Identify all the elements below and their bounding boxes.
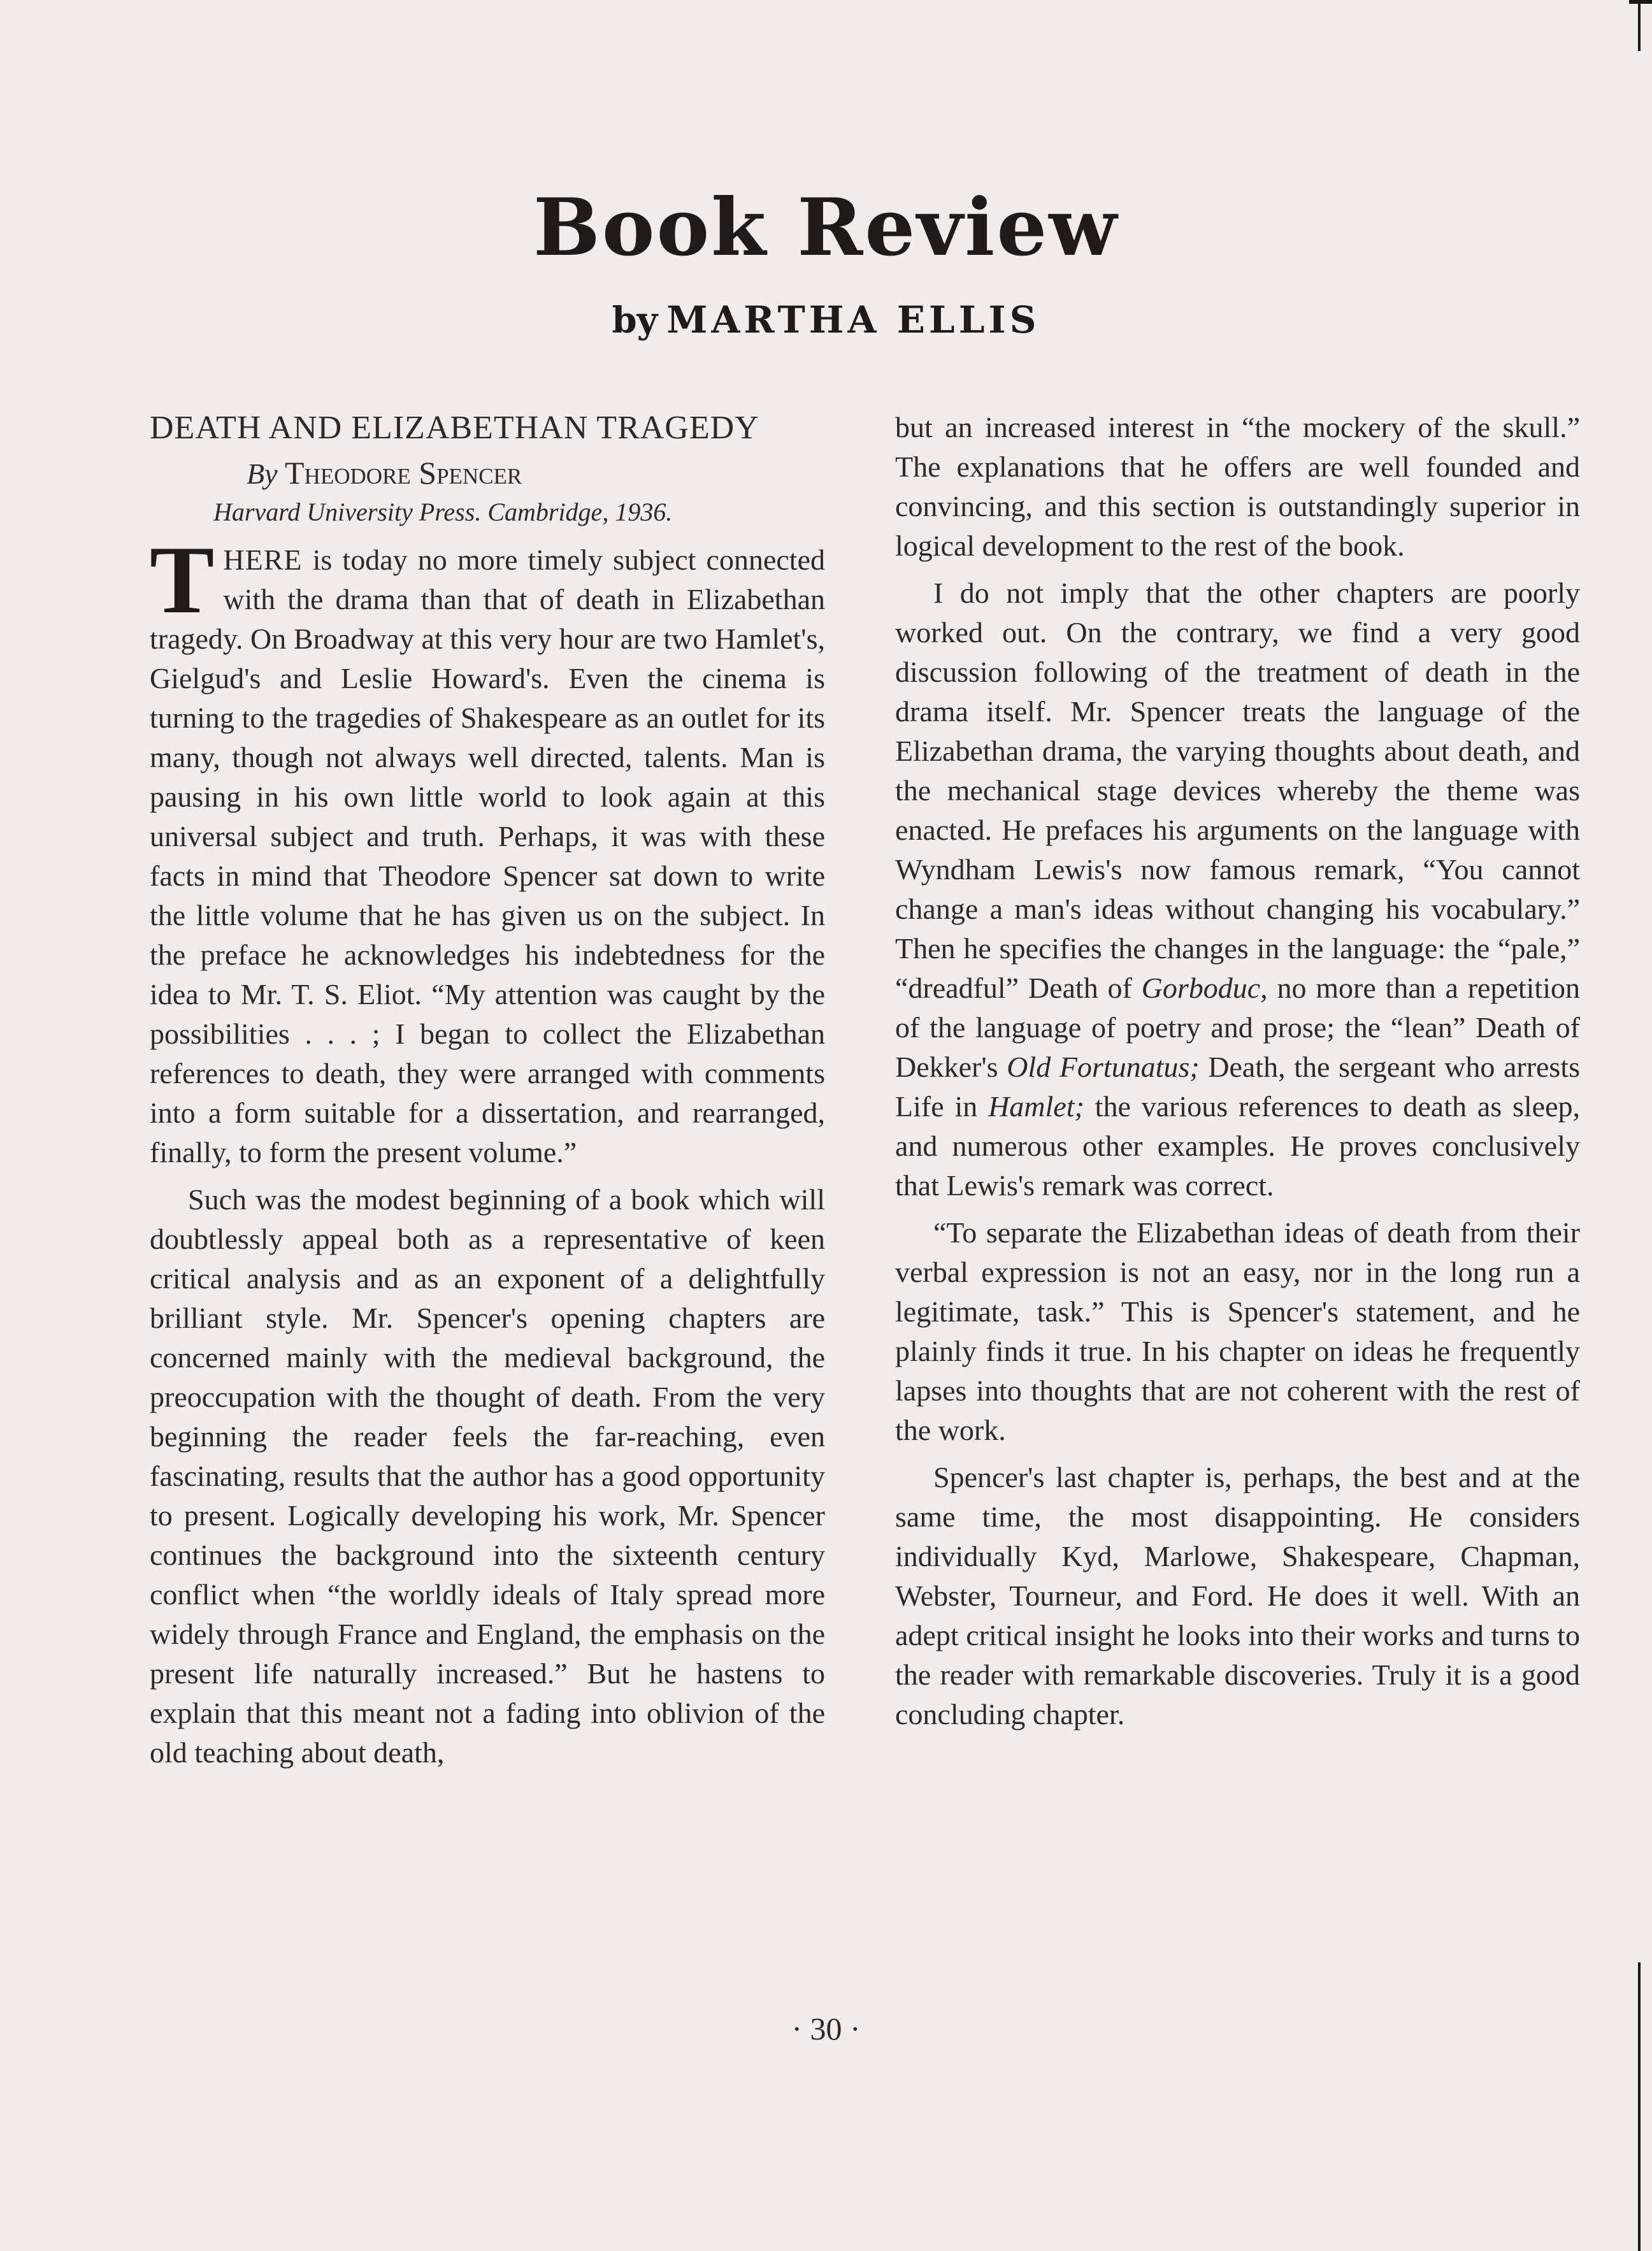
article-paragraph: Such was the modest beginning of a book which will doubtlessly appeal both as a representative of keen critical analysis and as an exponent of a delightfully brilliant style. Mr. Spencer's opening chapters are concerned mainly with the medieval background, the preoccupation with the thought of death. From the very beginning the reader feels the far-reaching, even fascinating, results that the author has a good opportunity to present. Logically developing his work, Mr. Spencer continues the background into the sixteenth century conflict when “the worldly ideals of Italy spread more widely through France and England, the emphasis on the present life naturally increased.” But he hastens to explain that this meant not a fading into oblivion of the old teaching about death, [150, 1183, 825, 1769]
drop-cap: T [150, 526, 215, 633]
book-reference: Old Fortunatus; [1007, 1051, 1200, 1083]
paragraph-text: Death, the sergeant who arrests Life in [895, 1051, 1581, 1123]
article-paragraph: Spencer's last chapter is, perhaps, the best and at the same time, the most disappointing. He considers individually Kyd, Marlowe, Shakespeare, Chapman, Webster, Tourneur, and Ford. He does it well. With an adept critical insight he looks into their works and turns to the reader with remarkable discoveries. Truly it is a good concluding chapter. [895, 1461, 1580, 1730]
left-column [150, 408, 825, 1773]
paragraph-text: is today no more timely subject connected with the drama than that of death in Elizabethan tragedy. On Broadway at this very hour are two Hamlet's, Gielgud's and Leslie Howard's. Even the cinema is turning to the tragedies of Shakespeare as an outlet for its many, though not always well directed, talents. Man is pausing in his own little world to look again at this universal subject and truth. Perhaps, it was with these facts in mind that Theodore Spencer sat down to write the little volume that he has given us on the subject. In the preface he acknowledges his indebtedness for the idea to Mr. T. S. Eliot. “My attention was caught by the possibilities . . . ; I began to collect the Elizabethan references to death, they were arranged with comments into a form suitable for a dissertation, and rearranged, finally, to form the present volume.” [150, 543, 825, 1169]
byline-prefix: by [612, 299, 658, 342]
paragraph-text: the various references to death as sleep, and numerous other examples. He proves conclusively that Lewis's remark was correct. [895, 1090, 1580, 1202]
page-number: · 30 · [791, 2011, 861, 2046]
book-author: Theodore Spencer [285, 455, 522, 491]
lead-smallcaps: HERE [223, 543, 303, 576]
byline-author: MARTHA ELLIS [666, 298, 1040, 342]
page-title: Book Review [533, 182, 1119, 274]
book-title: DEATH AND ELIZABETHAN TRAGEDY [150, 410, 759, 446]
article-paragraph: but an increased interest in “the mockery of the skull.” The explanations that he offers are well founded and convincing, and this section is outstandingly superior in logical development to the rest of the book. [895, 411, 1580, 562]
page-edge-mark [1638, 0, 1641, 51]
page-edge-top-mark [1629, 0, 1652, 4]
book-author-prefix: By [247, 457, 278, 490]
article-paragraph [895, 573, 1580, 1205]
article-paragraph: “To separate the Elizabethan ideas of death from their verbal expression is not an easy, nor in the long run a legitimate, task.” This is Spencer's statement, and he plainly finds it true. In his chapter on ideas he frequently lapses into thoughts that are not coherent with the rest of the work. [895, 1216, 1580, 1446]
book-author-line [150, 454, 825, 493]
book-reference: Gorboduc, [1141, 972, 1268, 1004]
page-edge-mark [1638, 1962, 1641, 2251]
book-publisher: Harvard University Press. Cambridge, 1936. [213, 498, 673, 526]
book-reference: Hamlet; [988, 1090, 1084, 1123]
article-paragraph [150, 526, 825, 1172]
byline [0, 298, 1652, 342]
paragraph-text: I do not imply that the other chapters are poorly worked out. On the contrary, we find a very good discussion following of the treatment of death in the drama itself. Mr. Spencer treats the language of the Elizabethan drama, the varying thoughts about death, and the mechanical stage devices whereby the theme was enacted. He prefaces his arguments on the language with Wyndham Lewis's now famous remark, “You cannot change a man's ideas without changing his vocabulary.” Then he specifies the changes in the language: the “pale,” “dreadful” Death of [895, 577, 1580, 1004]
paragraph-text: no more than a repetition of the language of poetry and prose; the “lean” Death of Dekker's [895, 972, 1580, 1083]
right-column [895, 408, 1580, 1734]
